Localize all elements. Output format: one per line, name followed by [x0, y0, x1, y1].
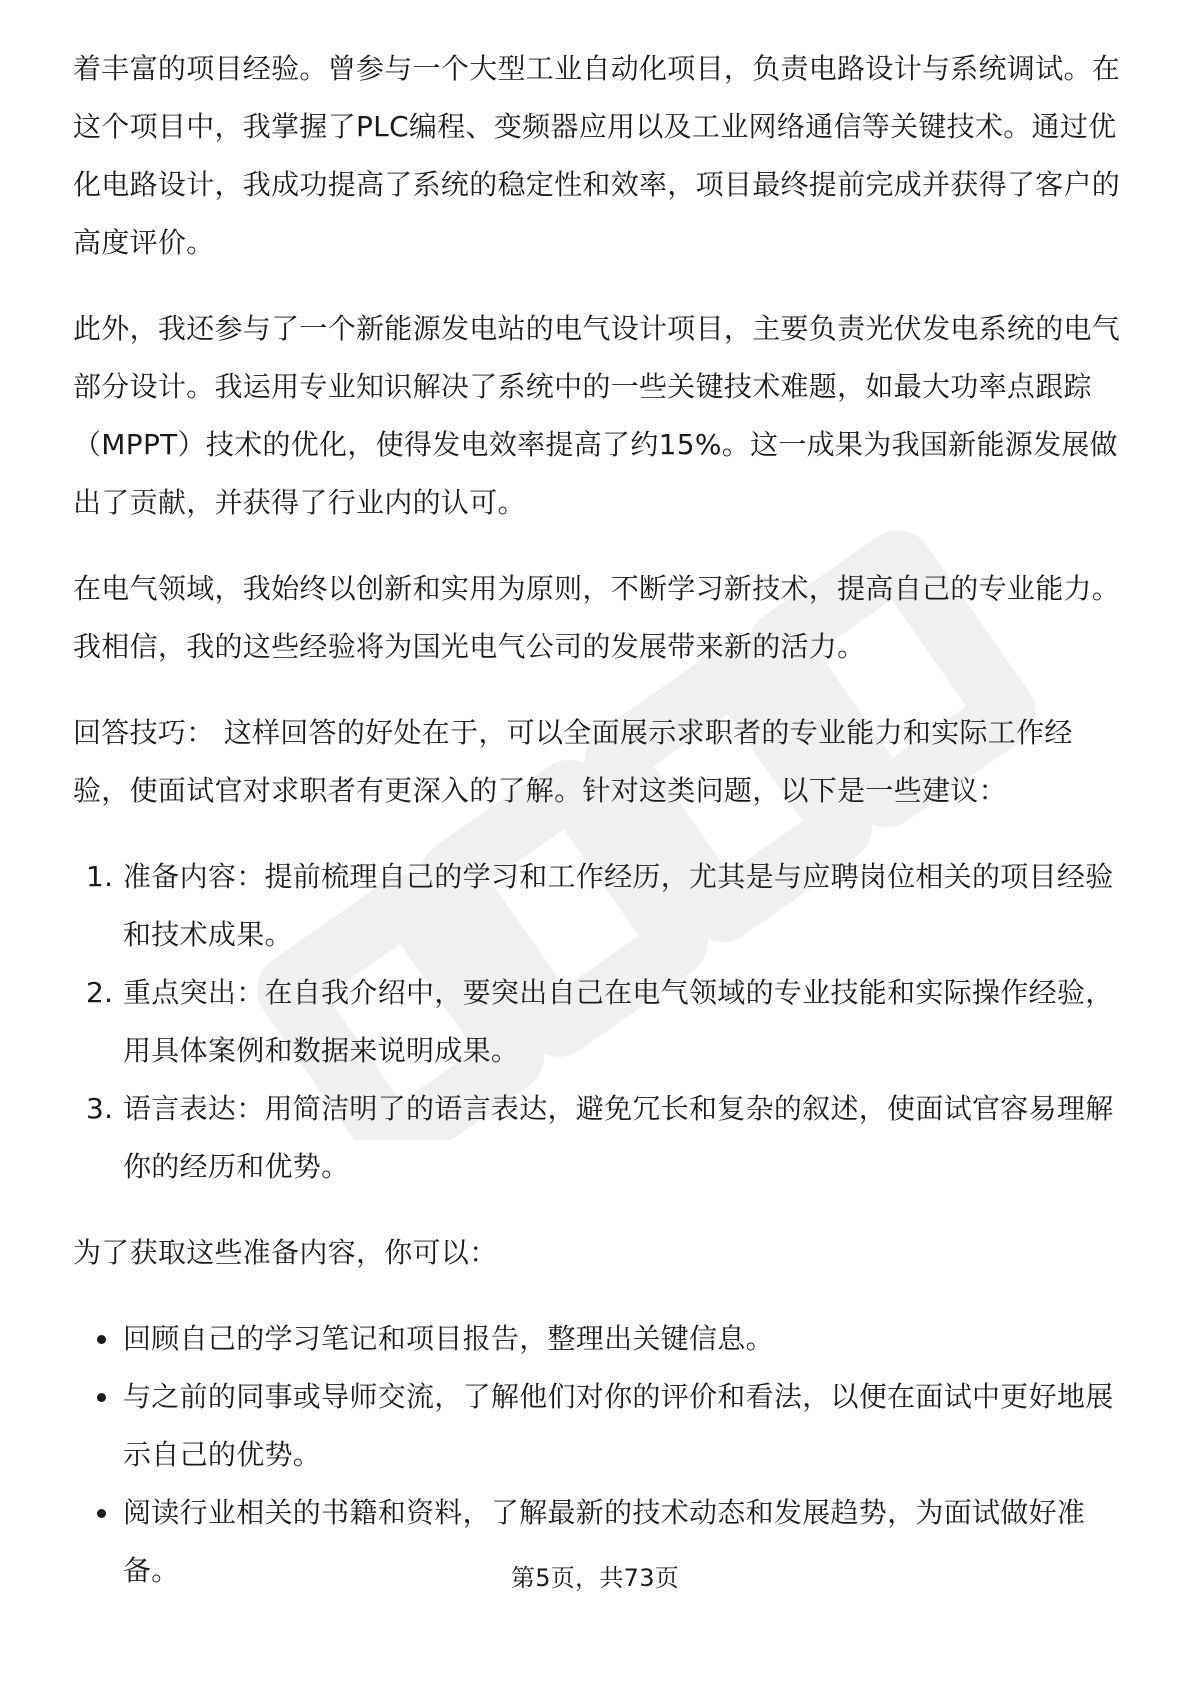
paragraph-summary: 在电气领域，我始终以创新和实用为原则，不断学习新技术，提高自己的专业能力。我相信，我的这些经验将为国光电气公司的发展带来新的活力。 [73, 572, 1121, 663]
list-item-number: 3. [86, 1092, 114, 1125]
bullet-item [73, 1310, 1123, 1368]
bullet-dot-icon [97, 1393, 106, 1402]
paragraph-preparation-intro: 为了获取这些准备内容，你可以： [73, 1236, 498, 1269]
list-item [73, 848, 1123, 964]
paragraph-new-energy-project: 此外，我还参与了一个新能源发电站的电气设计项目，主要负责光伏发电系统的电气部分设计。我运用专业知识解决了系统中的一些关键技术难题，如最大功率点跟踪（MPPT）技术的优化，使得发电效率提高了约15%。这一成果为我国新能源发展做出了贡献，并获得了行业内的认可。 [73, 312, 1121, 519]
bullet-item-text: 与之前的同事或导师交流，了解他们对你的评价和看法，以便在面试中更好地展示自己的优势。 [123, 1380, 1114, 1471]
bullet-item-text: 阅读行业相关的书籍和资料，了解最新的技术动态和发展趋势，为面试做好准备。 [123, 1496, 1086, 1587]
list-item-number: 2. [86, 976, 114, 1009]
tips-numbered-list [73, 848, 1123, 1196]
list-item [73, 1080, 1123, 1196]
bullet-dot-icon [97, 1509, 106, 1518]
list-item-text: 重点突出：在自我介绍中，要突出自己在电气领域的专业技能和实际操作经验，用具体案例和数据来说明成果。 [123, 976, 1114, 1067]
list-item-text: 语言表达：用简洁明了的语言表达，避免冗长和复杂的叙述，使面试官容易理解你的经历和优势。 [123, 1092, 1114, 1183]
page-footer: 第5页，共73页 [510, 1564, 680, 1592]
list-item-number: 1. [86, 860, 114, 893]
list-item-text: 准备内容：提前梳理自己的学习和工作经历，尤其是与应聘岗位相关的项目经验和技术成果。 [123, 860, 1114, 951]
paragraph-answer-tips: 回答技巧： 这样回答的好处在于，可以全面展示求职者的专业能力和实际工作经验，使面试官对求职者有更深入的了解。针对这类问题，以下是一些建议： [73, 716, 1073, 807]
bullet-item [73, 1368, 1123, 1484]
list-item [73, 964, 1123, 1080]
bullet-dot-icon [97, 1335, 106, 1344]
preparation-bullet-list [73, 1310, 1123, 1600]
document-body [73, 40, 1123, 1600]
paragraph-project-experience: 着丰富的项目经验。曾参与一个大型工业自动化项目，负责电路设计与系统调试。在这个项目中，我掌握了PLC编程、变频器应用以及工业网络通信等关键技术。通过优化电路设计，我成功提高了系统的稳定性和效率，项目最终提前完成并获得了客户的高度评价。 [73, 52, 1121, 259]
bullet-item-text: 回顾自己的学习笔记和项目报告，整理出关键信息。 [123, 1322, 774, 1355]
